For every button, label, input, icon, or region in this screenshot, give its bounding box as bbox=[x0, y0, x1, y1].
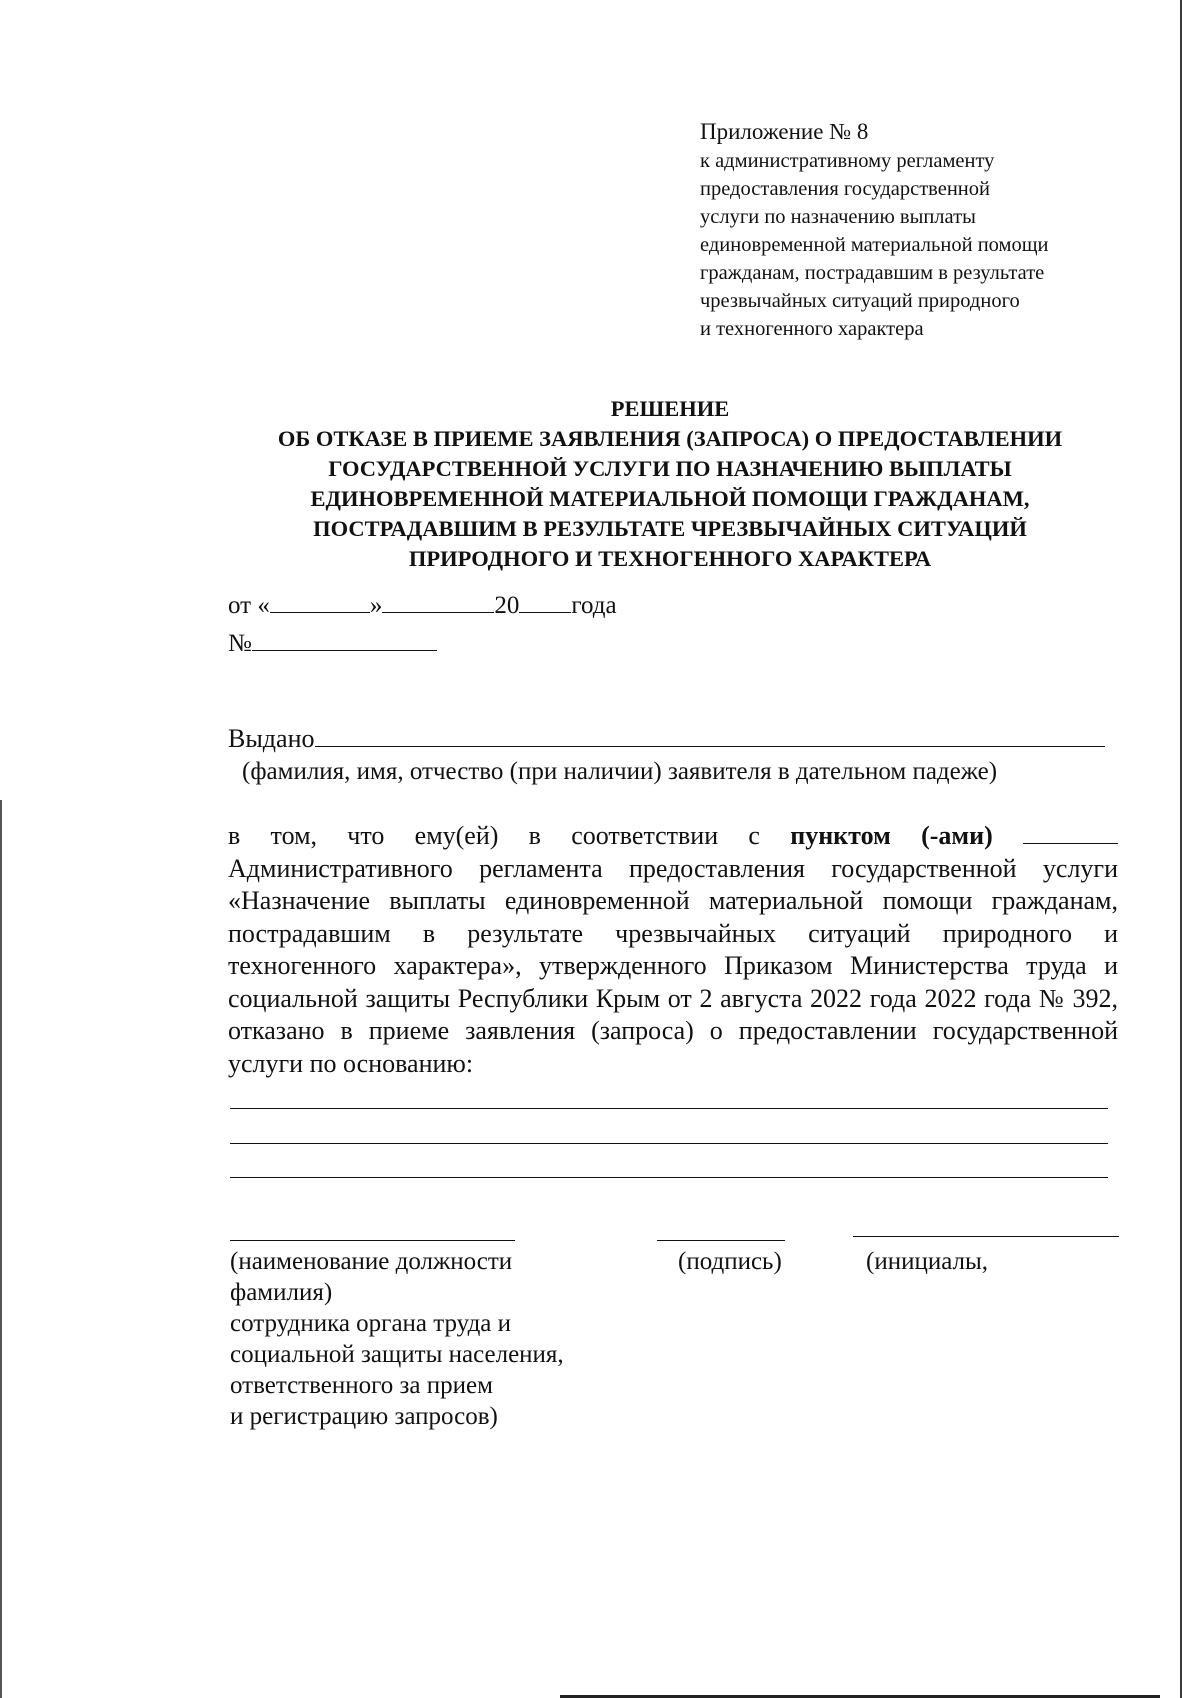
heading-line: ОБ ОТКАЗЕ В ПРИЕМЕ ЗАЯВЛЕНИЯ (ЗАПРОСА) О ПРЕДОСТАВЛЕНИИ bbox=[277, 426, 1063, 451]
appendix-title: Приложение № 8 bbox=[700, 119, 869, 144]
number-field bbox=[228, 630, 437, 658]
reason-line-3 bbox=[230, 1177, 1108, 1178]
date-prefix: от « bbox=[228, 592, 270, 619]
document-heading bbox=[220, 394, 1120, 574]
date-suffix: года bbox=[571, 592, 617, 619]
date-close-quote: » bbox=[369, 592, 383, 619]
heading-line: ПРИРОДНОГО И ТЕХНОГЕННОГО ХАРАКТЕРА bbox=[408, 546, 932, 571]
issued-hint: (фамилия, имя, отчество (при наличии) заявителя в дательном падеже) bbox=[242, 758, 998, 785]
position-label-line: и регистрацию запросов) bbox=[230, 1403, 498, 1430]
number-label: № bbox=[228, 630, 252, 657]
number-blank bbox=[252, 649, 437, 651]
appendix-block bbox=[700, 118, 1140, 343]
body-paragraph bbox=[228, 820, 1118, 1080]
issued-label: Выдано bbox=[228, 724, 315, 753]
position-signature-line bbox=[230, 1240, 515, 1241]
day-blank bbox=[270, 611, 370, 613]
appendix-line: гражданам, пострадавшим в результате bbox=[700, 262, 1045, 284]
signature-line bbox=[657, 1240, 785, 1241]
year-blank bbox=[519, 611, 571, 613]
date-century: 20 bbox=[494, 592, 520, 619]
body-part2: Административного регламента предоставления государственной услуги «Назначение выплаты единовременной материальной помощи гражданам, пострадавшим в результате чрезвычайных ситуаций природного и техногенного характера», утвержденного Приказом Министерства труда и социальной защиты Республики Крым от 2 августа 2022 года 2022 года № 392, отказано в приеме заявления (запроса) о предоставлении государственной услуги по основанию: bbox=[228, 853, 1118, 1078]
appendix-line: к административному регламенту bbox=[700, 150, 995, 172]
initials-line bbox=[853, 1236, 1119, 1237]
position-label-line: социальной защиты населения, bbox=[230, 1341, 564, 1368]
position-label-line: фамилия) bbox=[230, 1279, 333, 1306]
appendix-line: предоставления государственной bbox=[700, 178, 990, 200]
heading-line: РЕШЕНИЕ bbox=[610, 396, 730, 421]
appendix-line: чрезвычайных ситуаций природного bbox=[700, 290, 1020, 312]
position-label-line: (наименование должности bbox=[230, 1248, 513, 1275]
clause-blank bbox=[1023, 842, 1118, 844]
scan-border-left bbox=[0, 800, 2, 1698]
month-blank bbox=[382, 611, 494, 613]
appendix-line: единовременной материальной помощи bbox=[700, 234, 1049, 256]
reason-line-2 bbox=[230, 1143, 1108, 1144]
signature-label: (подпись) bbox=[678, 1248, 782, 1275]
body-part1: в том, что ему(ей) в соответствии с bbox=[228, 821, 791, 850]
date-field bbox=[228, 592, 617, 620]
heading-line: ГОСУДАРСТВЕННОЙ УСЛУГИ ПО НАЗНАЧЕНИЮ ВЫПЛАТЫ bbox=[328, 456, 1012, 481]
issued-field bbox=[228, 724, 1105, 754]
heading-line: ПОСТРАДАВШИМ В РЕЗУЛЬТАТЕ ЧРЕЗВЫЧАЙНЫХ СИТУАЦИЙ bbox=[313, 516, 1027, 541]
position-label-line: ответственного за прием bbox=[230, 1372, 493, 1399]
body-bold: пунктом (-ами) bbox=[790, 821, 993, 850]
initials-label: (инициалы, bbox=[866, 1248, 989, 1275]
appendix-line: и техногенного характера bbox=[700, 318, 924, 340]
position-label bbox=[230, 1246, 564, 1432]
scan-border-right bbox=[1180, 0, 1182, 1698]
appendix-line: услуги по назначению выплаты bbox=[700, 206, 976, 228]
reason-line-1 bbox=[230, 1108, 1108, 1109]
heading-line: ЕДИНОВРЕМЕННОЙ МАТЕРИАЛЬНОЙ ПОМОЩИ ГРАЖДАНАМ, bbox=[310, 486, 1030, 511]
issued-blank bbox=[315, 745, 1105, 747]
position-label-line: сотрудника органа труда и bbox=[230, 1310, 512, 1337]
